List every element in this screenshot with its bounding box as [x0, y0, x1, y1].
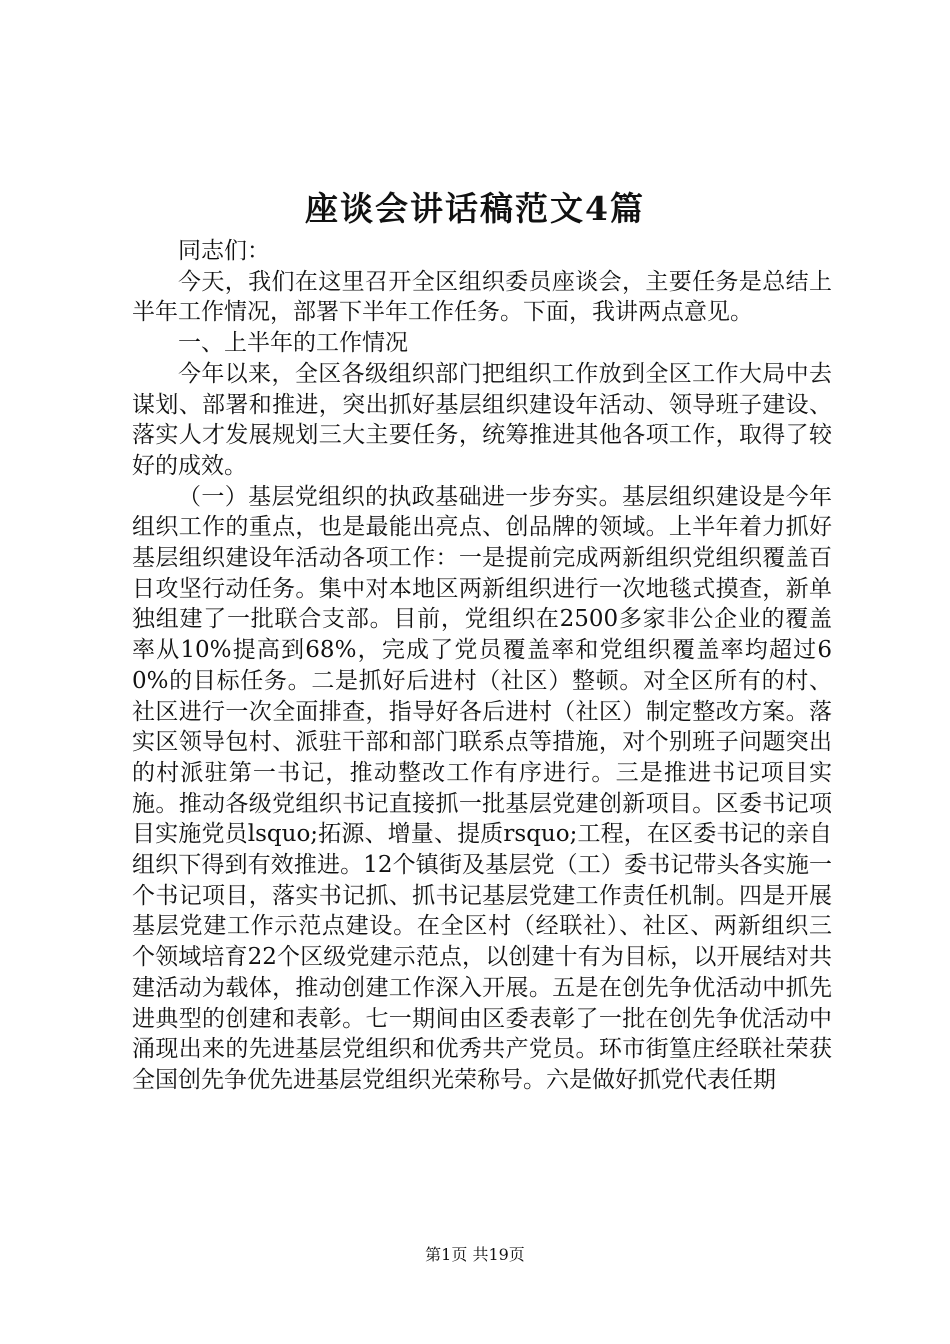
paragraph-summary: 今年以来，全区各级组织部门把组织工作放到全区工作大局中去谋划、部署和推进，突出抓好基层组织建设年活动、领导班子建设、落实人才发展规划三大主要任务，统筹推进其他各项工作，取得了较好的成效。: [132, 360, 832, 479]
salutation: 同志们：: [178, 238, 270, 264]
paragraph-intro: 今天，我们在这里召开全区组织委员座谈会，主要任务是总结上半年工作情况，部署下半年工作任务。下面，我讲两点意见。: [132, 268, 832, 326]
paragraph-detail: （一）基层党组织的执政基础进一步夯实。基层组织建设是今年组织工作的重点，也是最能出亮点、创品牌的领域。上半年着力抓好基层组织建设年活动各项工作：一是提前完成两新组织党组织覆盖百日攻坚行动任务。集中对本地区两新组织进行一次地毯式摸查，新单独组建了一批联合支部。目前，党组织在2500多家非公企业的覆盖率从10%提高到68%，完成了党员覆盖率和党组织覆盖率均超过60%的目标任务。二是抓好后进村（社区）整顿。对全区所有的村、社区进行一次全面排查，指导好各后进村（社区）制定整改方案。落实区领导包村、派驻干部和部门联系点等措施，对个别班子问题突出的村派驻第一书记，推动整改工作有序进行。三是推进书记项目实施。推动各级党组织书记直接抓一批基层党建创新项目。区委书记项目实施党员lsquo;拓源、增量、提质rsquo;工程，在区委书记的亲自组织下得到有效推进。12个镇街及基层党（工）委书记带头各实施一个书记项目，落实书记抓、抓书记基层党建工作责任机制。四是开展基层党建工作示范点建设。在全区村（经联社）、社区、两新组织三个领域培育22个区级党建示范点，以创建十有为目标，以开展结对共建活动为载体，推动创建工作深入开展。五是在创先争优活动中抓先进典型的创建和表彰。七一期间由区委表彰了一批在创先争优活动中涌现出来的先进基层党组织和优秀共产党员。环市街篁庄经联社荣获全国创先争优先进基层党组织光荣称号。六是做好抓党代表任期: [132, 483, 832, 1093]
page-number-footer: 第1页 共19页: [425, 1245, 525, 1264]
section-heading: 一、上半年的工作情况: [178, 330, 408, 357]
document-title: 座谈会讲话稿范文4篇: [305, 189, 645, 228]
document-body: [132, 236, 832, 1096]
